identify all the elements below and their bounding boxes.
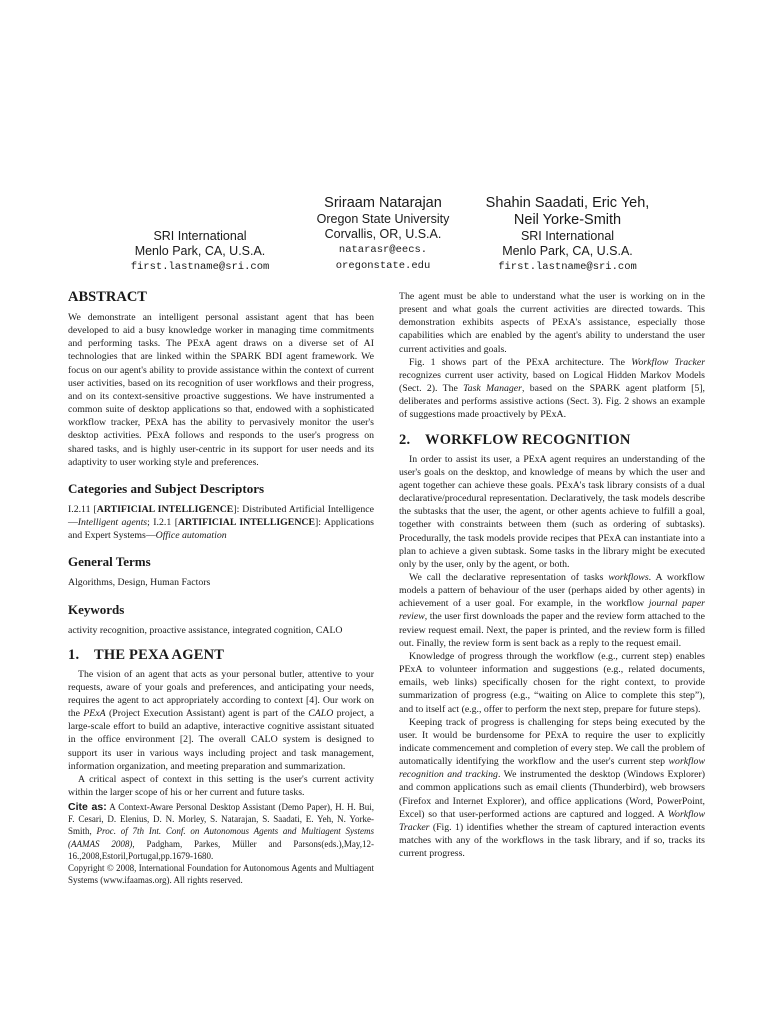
- affiliation-line: SRI International: [520, 229, 615, 243]
- author-affiliation-2: [283, 195, 483, 274]
- right-column: [399, 290, 705, 860]
- author-name: Sriraam Natarajan: [324, 195, 442, 211]
- author-email: natarasr@eecs.: [338, 244, 428, 256]
- section-1-paragraph: The vision of an agent that acts as your personal butler, attentive to your requests, aware of your goals and preferences, and anticipating your needs, requires the agent to act appropriately according to context [4]. Our work on the PExA (Project Execution Assistant) agent is part of the CALO project, a large-scale effort to build an adaptive, interactive cognitive assistant situated in the office environment [2]. The overall CALO system is designed to support its user in various ways including project and task management, information organization, and meeting preparation and summarization.: [68, 668, 375, 772]
- affiliation-line: Menlo Park, CA, U.S.A.: [134, 244, 266, 258]
- section-2-heading: 2. WORKFLOW RECOGNITION: [399, 431, 631, 448]
- author-affiliation-3: [465, 195, 670, 275]
- affiliation-line: Corvallis, OR, U.S.A.: [324, 227, 442, 241]
- affiliation-line: SRI International: [153, 229, 247, 243]
- keywords-body: activity recognition, proactive assistance, integrated cognition, CALO: [68, 624, 343, 636]
- section-2-paragraph: In order to assist its user, a PExA agent requires an understanding of the user's goals on the desktop, and knowledge of means by which the user and agent together can achieve these goals. PExA's task library consists of a dual declarative/procedural representation. Declaratively, the task models describe the subtasks that the user, the agent, or other agents achieve to fulfill a goal, together with constraints between them (such as ordering of subtasks). Procedurally, the task models provide recipes that PExA can instantiate into a plan to achieve a given subtask. Some tasks in the library might be executed only by the user, only by the agent, or both.: [399, 453, 705, 570]
- author-name-cont: Neil Yorke-Smith: [513, 212, 622, 228]
- author-affiliation-1: [100, 195, 300, 275]
- author-email: first.lastname@sri.com: [130, 261, 270, 273]
- keywords-heading: Keywords: [68, 601, 125, 617]
- general-terms-body: Algorithms, Design, Human Factors: [68, 577, 211, 589]
- citation-block: Cite as: A Context-Aware Personal Desktop Assistant (Demo Paper), H. H. Bui, F. Cesari, D. Elenius, D. N. Morley, S. Natarajan, S. Saadati, E. Yeh, N. Yorke-Smith, Proc. of 7th Int. Conf. on Autonomous Agents and Multiagent Systems (AAMAS 2008), Padgham, Parkes, Müller and Parsons(eds.),May,12-16.,2008,Estoril,Portugal,pp.1679-1680. Copyright © 2008, International Foundation for Autonomous Agents and Multiagent Systems (www.ifaamas.org). All rights reserved.: [68, 801, 374, 885]
- section-1-paragraph: A critical aspect of context in this setting is the user's current activity within the larger scope of his or her current and future tasks.: [68, 773, 374, 799]
- general-terms-heading: General Terms: [68, 554, 151, 570]
- left-column: [68, 289, 374, 886]
- section-2-paragraph: Knowledge of progress through the workflow (e.g., current step) enables PExA to volunteer information and suggestions (e.g., related documents, emails, web links) specifically chosen for the right context, to provide summarization of progress (e.g., “waiting on Alice to complete this step”), and to itself act (e.g., offer to perform the next step, prepare for future steps).: [399, 650, 705, 715]
- abstract-body: We demonstrate an intelligent personal assistant agent that has been developed to aid a busy knowledge worker in managing time commitments and performing tasks. The PExA agent draws on a diverse set of AI technologies that are linked within the SPARK BDI agent framework. We focus on our agent's ability to provide assistance within the context of current user activities, based on its recognition of user workflows and their progress, and on its context-sensitive proactive suggestions. We have instrumented a common suite of desktop applications so that, endowed with a sophisticated workflow tracker, PExA has the ability to pervasively monitor the user's desktop activities. PExA follows and responds to the user's progress on shared tasks, and is highly user-centric in its support for user needs and its adaptivity to user working style and preferences.: [68, 312, 374, 468]
- affiliation-line: Oregon State University: [316, 212, 450, 226]
- author-email-cont: oregonstate.edu: [335, 260, 431, 272]
- categories-body: I.2.11 [ARTIFICIAL INTELLIGENCE]: Distributed Artificial Intelligence—Intelligent agents; I.2.1 [ARTIFICIAL INTELLIGENCE]: Applications and Expert Systems—Office automation: [68, 503, 374, 542]
- section-1-heading: 1. THE PEXA AGENT: [68, 646, 225, 663]
- categories-heading: Categories and Subject Descriptors: [68, 480, 265, 496]
- intro-paragraph: Fig. 1 shows part of the PExA architecture. The Workflow Tracker recognizes current user activity, based on Logical Hidden Markov Models (Sect. 2). The Task Manager, based on the SPARK agent platform [5], deliberates and performs assistive actions (Sect. 3). Fig. 2 shows an example of suggestions made proactively by PExA.: [399, 356, 706, 421]
- intro-paragraph: The agent must be able to understand what the user is working on in the present and what goals the current activities are directed towards. This demonstration exhibits aspects of PExA's assistance, especially those capabilities which are enabled by the agent's ability to understand the user current activities and goals.: [399, 291, 705, 355]
- copyright-notice: Copyright © 2008, International Foundation for Autonomous Agents and Multiagent Systems (www.ifaamas.org). All rights reserved.: [68, 862, 374, 885]
- abstract-heading: ABSTRACT: [68, 289, 147, 305]
- author-block: [0, 195, 768, 275]
- affiliation-line: Menlo Park, CA, U.S.A.: [502, 244, 633, 258]
- author-name: Shahin Saadati, Eric Yeh,: [485, 195, 650, 211]
- section-2-paragraph: Keeping track of progress is challenging for steps being executed by the user. It would be burdensome for PExA to require the user to explicitly indicate commencement and completion of every step. We call the problem of automatically identifying the workflow and the user's current step workflow recognition and tracking. We instrumented the desktop (Windows Explorer) and common applications such as email clients (Thunderbird), web browsers (Firefox and Internet Explorer), and office applications (Word, PowerPoint, Excel) so that user-performed actions are captured and logged. A Workflow Tracker (Fig. 1) identifies whether the stream of captured interaction events matches with any of the workflows in the task library, and if so, tracks its current progress.: [399, 716, 705, 860]
- section-2-paragraph: We call the declarative representation of tasks workflows. A workflow models a pattern of behaviour of the user (perhaps aided by other agents) in achievement of a user goal. For example, in the workflow journal paper review, the user first downloads the paper and the review form attached to the review request email. Next, the paper is printed, and the review form is filled out. Finally, the review form is sent back as a reply to the request email.: [399, 571, 705, 649]
- author-email: first.lastname@sri.com: [498, 261, 637, 273]
